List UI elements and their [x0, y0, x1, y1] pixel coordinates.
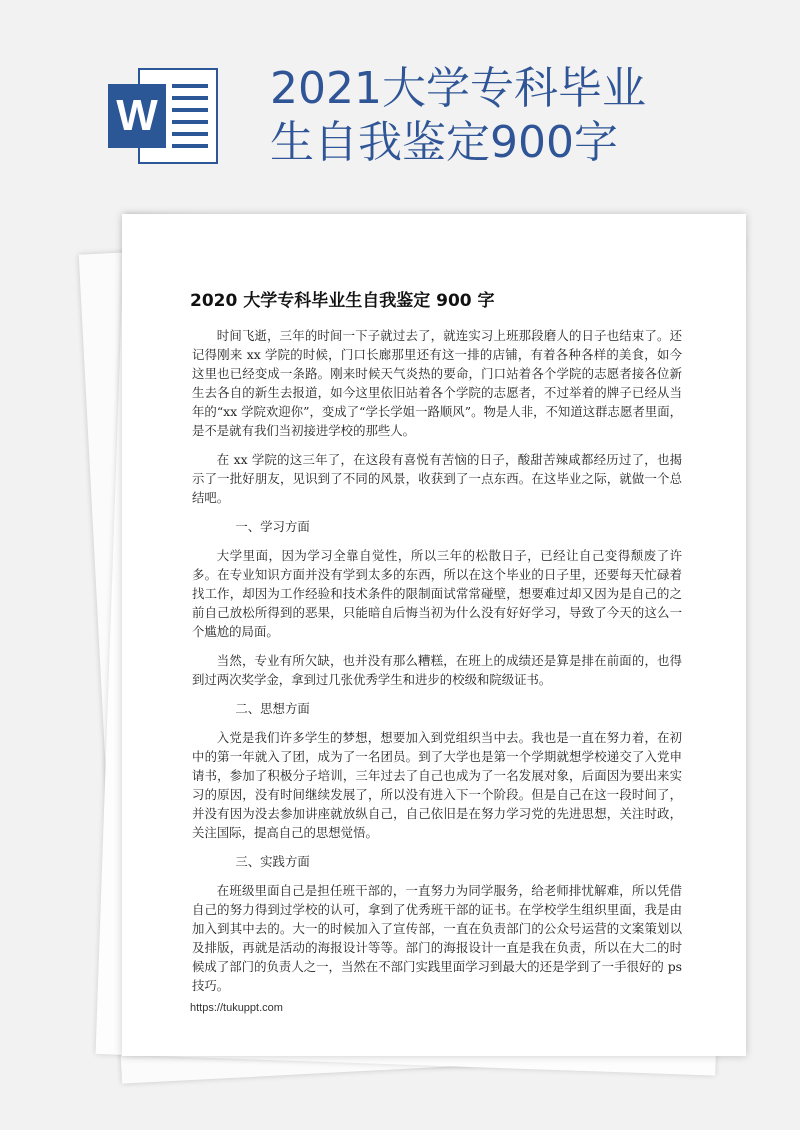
paragraph: 时间飞逝，三年的时间一下子就过去了，就连实习上班那段磨人的日子也结束了。还记得刚来 xx 学院的时候，门口长廊那里还有这一排的店铺，有着各种各样的美食，如今这里也已经变成一条路。刚来时候天气炎热的要命，门口站着各个学院的志愿者接各位新生去各自的新生去报道，如今这里依旧站着各个学院的志愿者，不过举着的牌子已经从当年的“xx 学院欢迎你”，变成了“学长学姐一路顺风”。物是人非，不知道这群志愿者里面，是不是就有我们当初接进学校的那些人。: [192, 328, 682, 438]
text-line-icon: [172, 120, 208, 124]
section-heading: 一、学习方面: [235, 519, 310, 534]
text-line-icon: [172, 144, 208, 148]
section-heading: 二、思想方面: [235, 701, 310, 716]
page-title-line2: 生自我鉴定900字: [270, 117, 618, 168]
section-heading: 三、实践方面: [235, 854, 310, 869]
page-title: [270, 62, 750, 170]
paragraph: 当然，专业有所欠缺，也并没有那么糟糕，在班上的成绩还是算是排在前面的，也得到过两次奖学金，拿到过几张优秀学生和进步的校级和院级证书。: [192, 653, 682, 687]
text-line-icon: [172, 108, 208, 112]
word-document-icon: [108, 68, 220, 164]
word-badge-icon: W: [108, 84, 166, 148]
footer-url: https://tukuppt.com: [190, 1002, 283, 1014]
paragraph: 大学里面，因为学习全靠自觉性，所以三年的松散日子，已经让自己变得颓废了许多。在专业知识方面并没有学到太多的东西，所以在这个毕业的日子里，还要每天忙碌着找工作，却因为工作经验和技术条件的限制面试常常碰壁，想要难过却又因为是自己的之前自己放松所得到的恶果，只能暗自后悔当初为什么没有好好学习，导致了今天的这么一个尴尬的局面。: [192, 548, 682, 639]
document-body: [192, 326, 682, 1005]
paragraph: 在班级里面自己是担任班干部的，一直努力为同学服务，给老师排忧解难，所以凭借自己的努力得到过学校的认可，拿到了优秀班干部的证书。在学校学生组织里面，我是由加入到其中去的。大一的时候加入了宣传部，一直在负责部门的公众号运营的文案策划以及排版，再就是活动的海报设计等等。部门的海报设计一直是我在负责，所以在大二的时候成了部门的负责人之一，当然在不部门实践里面学习到最大的还是学到了一手很好的 ps 技巧。: [192, 883, 682, 993]
page-title-line1: 2021大学专科毕业: [270, 63, 646, 114]
document-title: 2020 大学专科毕业生自我鉴定 900 字: [190, 291, 495, 311]
paragraph: 入党是我们许多学生的梦想，想要加入到党组织当中去。我也是一直在努力着，在初中的第一年就入了团，成为了一名团员。到了大学也是第一个学期就想学校递交了入党申请书，参加了积极分子培训，三年过去了自己也成为了一名发展对象，后面因为要出来实习的原因，没有时间继续发展了，所以没有进入下一个阶段。但是自己在这一段时间了，并没有因为没去参加讲座就放纵自己，自己依旧是在努力学习党的先进思想，关注时政，关注国际，提高自己的思想觉悟。: [192, 730, 682, 840]
text-line-icon: [172, 132, 208, 136]
text-line-icon: [172, 96, 208, 100]
paragraph: 在 xx 学院的这三年了，在这段有喜悦有苦恼的日子，酸甜苦辣咸都经历过了，也揭示了一批好朋友，见识到了不同的风景，收获到了一点东西。在这毕业之际，就做一个总结吧。: [192, 452, 682, 505]
document-page: [122, 214, 746, 1056]
text-line-icon: [172, 84, 208, 88]
